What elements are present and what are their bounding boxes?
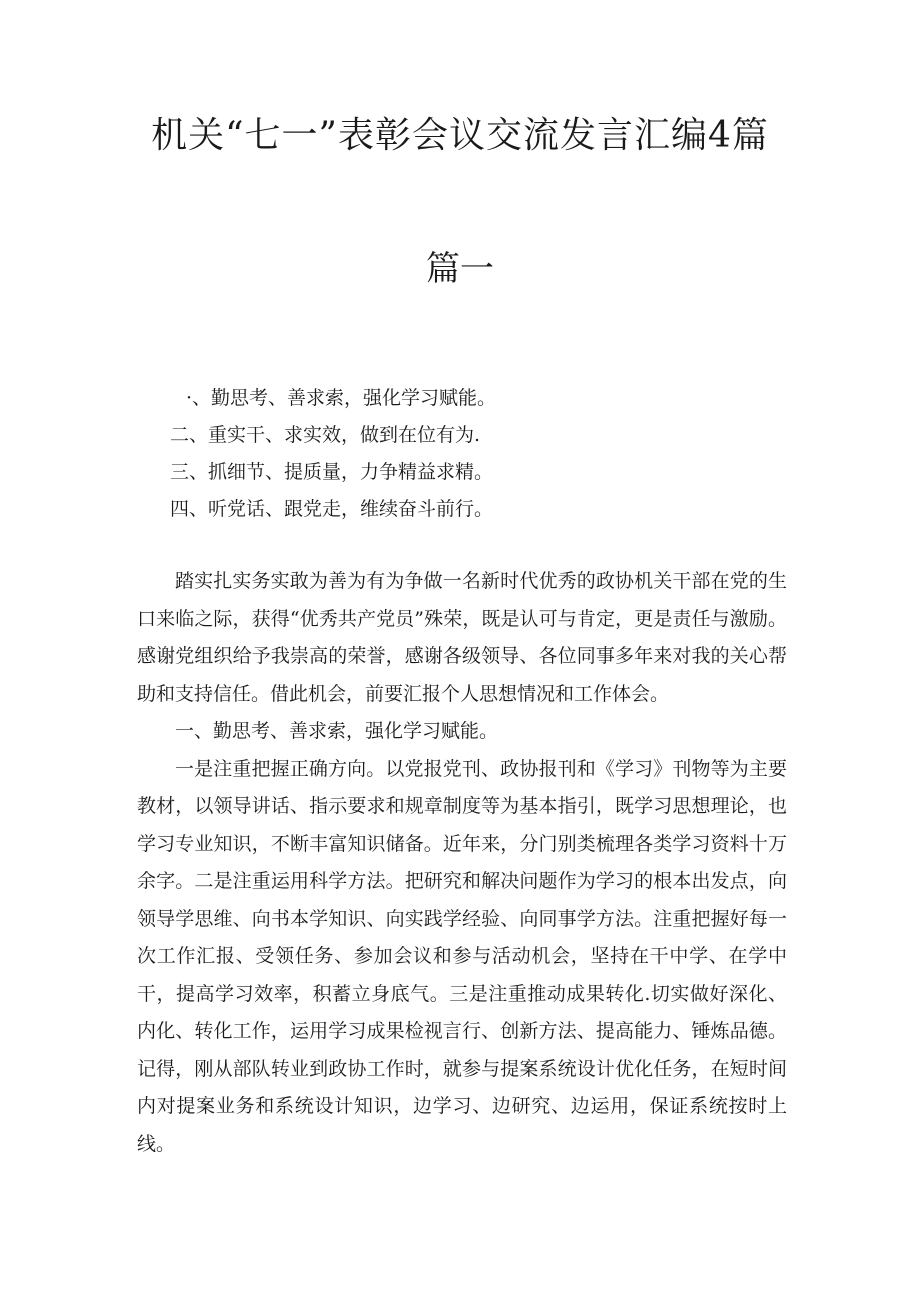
intro-paragraph: 踏实扎实务实敢为善为有为争做一名新时代优秀的政协机关干部在党的生口来临之际，获得“优秀共产党员”殊荣，既是认可与肯定，更是责任与激励。感谢党组织给予我崇高的荣誉，感谢各级领导、各位同事多年来对我的关心帮助和支持信任。借此机会，前要汇报个人思想情况和工作体会。 — [137, 570, 787, 705]
outline-item: ·、勤思考、善求索，强化学习赋能。 — [186, 387, 497, 409]
section-title: 篇一 — [426, 249, 494, 289]
outline-item: 四、听党话、跟党走，维续奋斗前行。 — [170, 498, 494, 520]
outline-item: 三、抓细节、提质量，力争精益求精。 — [170, 461, 494, 483]
outline-item: 二、重实干、求实效，做到在位有为. — [170, 424, 481, 446]
body-text — [137, 563, 787, 1163]
subsection-heading: 一、勤思考、善求索，强化学习赋能。 — [175, 720, 499, 742]
body-paragraph: 一是注重把握正确方向。以党报党刊、政协报刊和《学习》刊物等为主要教材，以领导讲话、指示要求和规章制度等为基本指引，既学习思想理论，也学习专业知识，不断丰富知识储备。近年来，分门别类梳理各类学习资料十万余字。二是注重运用科学方法。把研究和解决问题作为学习的根本出发点，向领导学思维、向书本学知识、向实践学经验、向同事学方法。注重把握好每一次工作汇报、受领任务、参加会议和参与活动机会，坚持在干中学、在学中干，提高学习效率，积蓄立身底气。三是注重推动成果转化.切实做好深化、内化、转化工作，运用学习成果检视言行、创新方法、提高能力、锤炼品德。记得，刚从部队转业到政协工作时，就参与提案系统设计优化任务，在短时间内对提案业务和系统设计知识，边学习、边研究、边运用，保证系统按时上线。 — [137, 757, 787, 1155]
outline-list — [170, 380, 810, 528]
document-title: 机关“七一”表彰会议交流发言汇编4篇 — [151, 115, 769, 156]
